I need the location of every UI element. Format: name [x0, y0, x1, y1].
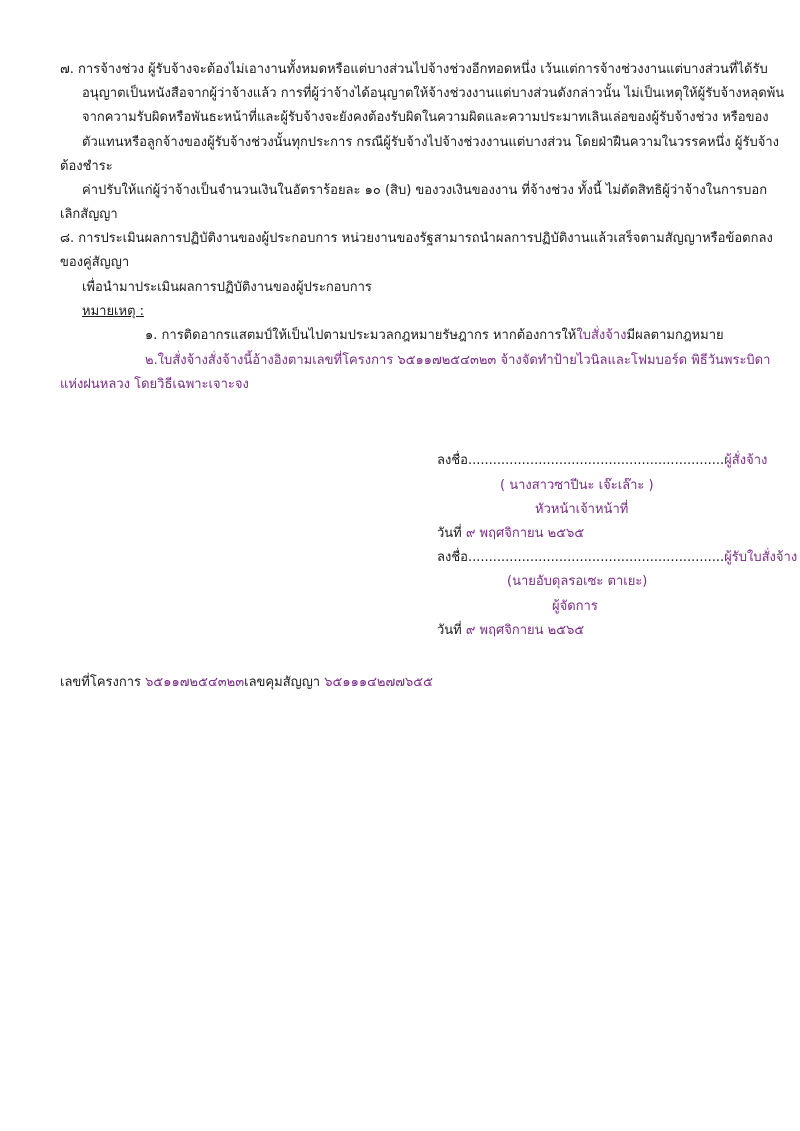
clause7-line3: จากความรับผิดหรือพันธะหน้าที่และผู้รับจ้างจะยังคงต้องรับผิดในความผิดและความประมาทเลินเล่อของผู้รับจ้างช่วง หรือของ — [82, 110, 769, 125]
signer2-sign-line — [437, 548, 797, 568]
signer1-dots: .............................................................. — [467, 453, 725, 468]
signer2-dots: .............................................................. — [467, 550, 725, 565]
signer2-sign-prefix: ลงชื่อ — [437, 550, 468, 565]
signer1-sign-line — [437, 451, 767, 471]
clause7-line7: เลิกสัญญา — [60, 207, 118, 222]
note1-text: ๑. การติดอากรแสตมป์ให้เป็นไปตามประมวลกฎหมายรัษฎากร หากต้องการให้ — [145, 328, 577, 343]
contract-label: เลขคุมสัญญา — [244, 675, 325, 690]
note1 — [145, 326, 724, 346]
clause7-line4: ตัวแทนหรือลูกจ้างของผู้รับจ้างช่วงนั้นทุกประการ กรณีผู้รับจ้างไปจ้างช่วงงานแต่บางส่วน โดยฝ่าฝืนความในวรรคหนึ่ง ผู้รับจ้าง — [82, 135, 780, 150]
signer1-position: หัวหน้าเจ้าหน้าที่ — [535, 502, 629, 517]
signer1-date — [437, 524, 584, 544]
clause7-line1: ๗. การจ้างช่วง ผู้รับจ้างจะต้องไม่เอางานทั้งหมดหรือแต่บางส่วนไปจ้างช่วงอีกทอดหนึ่ง เว้นแต่การจ้างช่วงงานแต่บางส่วนที่ได้รับ — [60, 62, 768, 77]
signer1-role: ผู้สั่งจ้าง — [724, 453, 768, 468]
signer2-role: ผู้รับใบสั่งจ้าง — [724, 550, 798, 565]
contract-number: ๖๕๑๑๑๔๒๗๗๖๕๕ — [324, 675, 433, 690]
note2-line1: ๒.ใบสั่งจ้างสั่งจ้างนี้อ้างอิงตามเลขที่โครงการ ๖๕๑๑๗๒๕๔๓๒๓ จ้างจัดทำป้ายไวนิลและโฟมบอร์ด พิธีวันพระบิดา — [145, 353, 771, 368]
project-number: ๖๕๑๑๗๒๕๔๓๒๓ — [145, 675, 245, 690]
note1-highlight: ใบสั่งจ้าง — [576, 328, 627, 343]
clause7-line2: อนุญาตเป็นหนังสือจากผู้ว่าจ้างแล้ว การที่ผู้ว่าจ้างได้อนุญาตให้จ้างช่วงงานแต่บางส่วนดังกล่าวนั้น ไม่เป็นเหตุให้ผู้รับจ้างหลุดพ้น — [82, 86, 785, 101]
signer1-date-label: วันที่ — [437, 526, 466, 541]
note2-line2: แห่งฝนหลวง โดยวิธีเฉพาะเจาะจง — [60, 377, 249, 392]
signer2-name: (นายอับดุลรอเซะ ตาเยะ) — [507, 574, 648, 589]
notes-heading: หมายเหตุ : — [82, 304, 145, 319]
clause8-line1: ๘. การประเมินผลการปฏิบัติงานของผู้ประกอบการ หน่วยงานของรัฐสามารถนำผลการปฏิบัติงานแล้วเสร็จตามสัญญาหรือข้อตกลง — [60, 231, 773, 246]
signer2-date — [437, 621, 584, 641]
note1-end: มีผลตามกฎหมาย — [626, 328, 724, 343]
signer1-name: ( นางสาวซาปีนะ เจ๊ะเล๊าะ ) — [500, 478, 654, 493]
signer1-date-value: ๙ พฤศจิกายน ๒๕๖๕ — [465, 526, 585, 541]
signer2-date-label: วันที่ — [437, 623, 466, 638]
signer2-date-value: ๙ พฤศจิกายน ๒๕๖๕ — [465, 623, 585, 638]
clause8-line3: เพื่อนำมาประเมินผลการปฏิบัติงานของผู้ประกอบการ — [82, 280, 372, 295]
footer-reference — [60, 673, 433, 693]
clause7-line5: ต้องชำระ — [60, 159, 113, 174]
clause7-line6: ค่าปรับให้แก่ผู้ว่าจ้างเป็นจำนวนเงินในอัตราร้อยละ ๑๐ (สิบ) ของวงเงินของงาน ที่จ้างช่วง ทั้งนี้ ไม่ตัดสิทธิผู้ว่าจ้างในการบอก — [82, 183, 768, 198]
clause8-line2: ของคู่สัญญา — [60, 255, 130, 270]
signer1-sign-prefix: ลงชื่อ — [437, 453, 468, 468]
signer2-position: ผู้จัดการ — [552, 599, 598, 614]
project-label: เลขที่โครงการ — [60, 675, 146, 690]
